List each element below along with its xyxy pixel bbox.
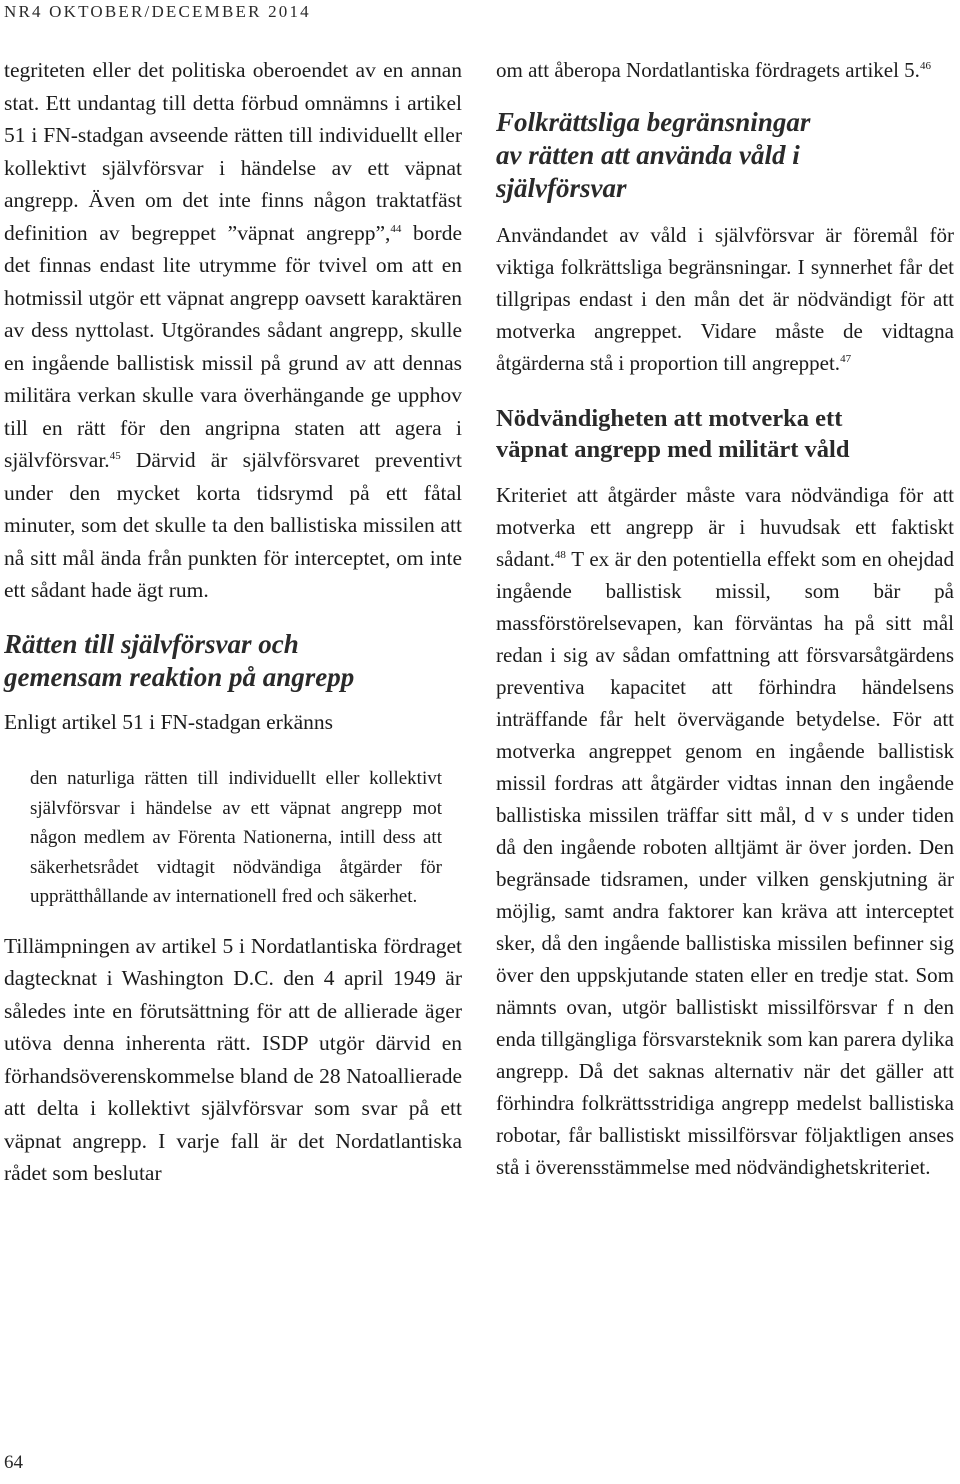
footnote-ref-44[interactable]: 44 [390,222,402,235]
footnote-ref-47[interactable]: 47 [840,353,852,365]
footnote-ref-48[interactable]: 48 [554,549,566,561]
page-number: 64 [4,1452,23,1473]
paragraph-self-defence-intro: tegriteten eller det politiska oberoendet av en annan stat. Ett undantag till detta förbud omnämns i artikel 51 i FN-stadgan avseende rätten till individuellt eller kollektivt självförsvar i händelse av ett väpnat angrepp. Även om det inte finns någon traktatfäst definition av begreppet ”väpnat angrepp”,$^{44}$ borde det finnas endast lite utrymme för tvivel om att en hotmissil utgör ett väpnat angrepp oavsett karaktären av dess nyttolast. Utgörandes sådant angrepp, skulle en ingående ballistisk missil på grund av att dennas militära verkan skulle vara överhängande ge upphov till en rätt för den angripna staten att agera i självförsvar.$^{45}$ Därvid är självförsvaret preventivt under den mycket korta tidsrymd på ett fåtal minuter, som det skulle ta den ballistiska missilen att nå sitt mål ända från punkten för interceptet, om inte ett sådant hade ägt rum. [4,58,463,602]
footnote-ref-46[interactable]: 46 [919,60,931,72]
section-heading-limitations: Folkrättsliga begränsningar av rätten att använda våld i självförsvar [496,107,811,203]
section-heading-self-defence: Rätten till självförsvar och gemensam reaktion på angrepp [4,628,355,692]
footnote-ref-45[interactable]: 45 [109,449,121,462]
right-column [496,54,954,1183]
paragraph-un-charter: Enligt artikel 51 i FN-stadgan erkänns [4,709,333,734]
section-heading-necessity: Nödvändigheten att motverka ett väpnat angrepp med militärt våld [496,405,850,463]
paragraph-necessity-criterion: Kriteriet att åtgärder måste vara nödvändiga för att motverka ett angrepp är i huvudsak ett faktiskt sådant.$^{48}$ T ex är den potentiella effekt som en ohejdad ingående ballistisk missil, som bär på massförstörelsevapen, kan förväntas ha på sitt mål redan i sig av sådan omfattning att försvarsåtgärdens preventiva kapacitet att förhindra händelsens inträffande får helt övervägande betydelse. För att motverka angreppet genom en ingående ballistisk missil fordras att åtgärder vidtas innan den ingående ballistiska missilen träffar sitt mål, d v s under tiden då den ingående roboten alltjämt är över jorden. Den begränsade tidsramen, under vilken genskjutning är möjlig, samt andra faktorer kan kräva att interceptet sker, då den ingående ballistiska missilen befinner sig över den uppskjutande staten eller en tredje stat. Som nämnts ovan, utgör ballistiskt missilförsvar f n den enda tillgängliga försvarsteknik som kan parera dylika angrepp. Då det saknas alternativ när det gäller att förhindra folkrättsstridiga angrepp medelst ballistiska robotar, får ballistiskt missilförsvar följaktligen anses stå i överensstämmelse med nödvändighetskriteriet. [496,483,954,1179]
paragraph-invoke-article-5: om att åberopa Nordatlantiska fördragets artikel 5.46 [496,58,931,82]
block-quote-article-51: den naturliga rätten till individuellt eller kollektivt självförsvar i händelse av ett väpnat angrepp mot någon medlem av Förenta Nationerna, intill dess att säkerhetsrådet vidtagit nödvändiga åtgärder för upprätthållande av internationell fred och säkerhet. [30,768,442,907]
paragraph-use-of-force: Användandet av våld i självförsvar är föremål för viktiga folkrättsliga begränsningar. I synnerhet får det tillgripas endast i den mån det är nödvändigt för att motverka angreppet. Vidare måste de vidtagna åtgärderna stå i proportion till angreppet.$^{47}$ [496,223,954,375]
paragraph-nato-article-5: Tillämpningen av artikel 5 i Nordatlantiska fördraget dagtecknat i Washington D.C. den 4 april 1949 är således inte en förutsättning för att de allierade äger utöva denna inherenta rätt. ISDP utgör därvid en förhandsöverenskommelse bland de 28 Natoallierade att delta i kollektivt självförsvar som svar på ett väpnat angrepp. I varje fall är det Nordatlantiska rådet som beslutar [4,933,462,1185]
left-column [4,54,462,1190]
running-head: NR4 OKTOBER/DECEMBER 2014 [4,2,311,21]
